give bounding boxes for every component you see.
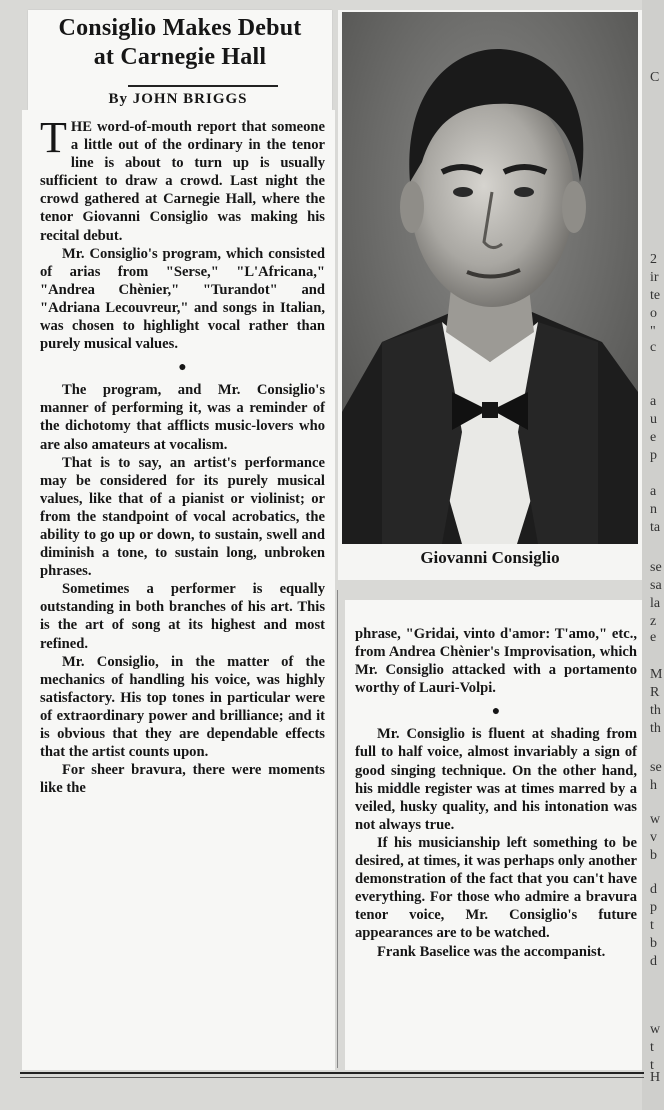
headline-line-2: at Carnegie Hall (93, 44, 267, 70)
edge-letter: w (650, 812, 661, 827)
portrait-image (342, 12, 638, 544)
edge-letter: c (650, 340, 657, 355)
edge-letter: w (650, 1022, 661, 1037)
edge-letter: u (650, 412, 657, 427)
edge-letter: v (650, 830, 657, 845)
left-para-4: That is to say, an artist's performance may be considered for its purely musical values, like that of a pianist or violinist; or from the standpoint of vocal acrobatics, the ability to go up or down, to sustain, swell and diminish a tone, to sustain long, unbroken phrases. (40, 454, 325, 580)
edge-letter: se (650, 760, 662, 775)
drop-cap: T (40, 113, 67, 162)
right-para-2: Mr. Consiglio is fluent at shading from full to half voice, almost invariably a sign of good singing technique. On the other hand, his middle register was at times marred by a veiled, husky quality, and his intonation was not always true. (355, 726, 637, 833)
right-para-3: If his musicianship left something to be desired, at times, it was perhaps only another demonstration of the fact that you can't have everything. For those who admire a bravura tenor voice, Mr. Consiglio's future appearances are to be watched. (355, 834, 637, 942)
headline-line-1: Consiglio Makes Debut (58, 15, 302, 41)
left-para-7: For sheer bravura, there were moments like the (40, 762, 325, 797)
bottom-rule (20, 1072, 644, 1074)
edge-letter: th (650, 721, 661, 736)
left-para-3: The program, and Mr. Consiglio's manner of performing it, was a reminder of the dichotomy that afflicts music-lovers who are also amateurs at vocalism. (40, 382, 325, 453)
left-para-5: Sometimes a performer is equally outstanding in both branches of his art. This is the art of song at its highest and most refined. (40, 581, 325, 652)
edge-letter: a (650, 394, 657, 409)
edge-letter: e (650, 630, 657, 645)
edge-letter: h (650, 778, 657, 793)
column-divider (337, 590, 338, 1068)
edge-letter: C (650, 70, 660, 85)
lead-paragraph-text: HE word-of-mouth report that someone a little out of the ordinary in the tenor line is about to turn up is usually sufficient to draw a crowd. Last night the crowd gathered at Carnegie Hall, where the tenor Giovanni Consiglio was making his recital debut. (40, 119, 325, 244)
byline: By JOHN BRIGGS (108, 91, 248, 107)
section-separator-1: ● (178, 360, 187, 376)
lead-paragraph (40, 113, 325, 245)
edge-letter: p (650, 900, 657, 915)
edge-letter: t (650, 918, 654, 933)
edge-letter: n (650, 502, 657, 517)
bottom-rule-thin (20, 1077, 644, 1078)
edge-letter: te (650, 288, 661, 303)
edge-letter: sa (650, 578, 662, 593)
edge-letter: th (650, 703, 661, 718)
edge-letter: t (650, 1058, 654, 1073)
edge-letter: p (650, 448, 657, 463)
right-column-text (355, 625, 637, 961)
edge-letter: a (650, 484, 657, 499)
edge-letter: la (650, 596, 661, 611)
portrait-photo (342, 12, 638, 544)
edge-letter: " (650, 324, 656, 339)
edge-letter: e (650, 430, 657, 445)
right-para-4: Frank Baselice was the accompanist. (377, 943, 606, 960)
edge-letter: ir (650, 270, 659, 285)
headline (28, 14, 332, 72)
edge-letter: se (650, 560, 662, 575)
left-column-text (40, 113, 325, 797)
program-paragraph: Mr. Consiglio's program, which consisted of arias from "Serse," "L'Africana," "Andrea Chènier," "Turandot" and "Adriana Lecouvreur," and songs in Italian, was chosen to highlight vocal rather than purely musical values. (40, 245, 325, 353)
edge-letter: d (650, 954, 657, 969)
edge-letter: R (650, 685, 660, 700)
edge-letter: 2 (650, 252, 657, 267)
edge-letter: M (650, 667, 663, 682)
photo-caption: Giovanni Consiglio (420, 548, 560, 567)
edge-letter: b (650, 848, 657, 863)
edge-letter: o (650, 306, 657, 321)
edge-letter: d (650, 882, 657, 897)
left-para-6: Mr. Consiglio, in the matter of the mechanics of handling his voice, was highly satisfactory. His top tones in particular were of extraordinary power and brilliance; and it is obvious that they are dependable effects that the artist counts upon. (40, 653, 325, 761)
edge-letter: t (650, 1040, 654, 1055)
section-separator-2: ● (491, 704, 501, 720)
headline-rule (128, 85, 278, 87)
adjacent-column-fragments (650, 0, 664, 1110)
edge-letter: z (650, 614, 657, 629)
edge-letter: ta (650, 520, 661, 535)
edge-letter: b (650, 936, 657, 951)
right-para-1: phrase, "Gridai, vinto d'amor: T'amo," etc., from Andrea Chènier's Improvisation, which Mr. Consiglio attacked with a portamento worthy of Lauri-Volpi. (355, 626, 637, 697)
edge-letter: H (650, 1070, 661, 1085)
